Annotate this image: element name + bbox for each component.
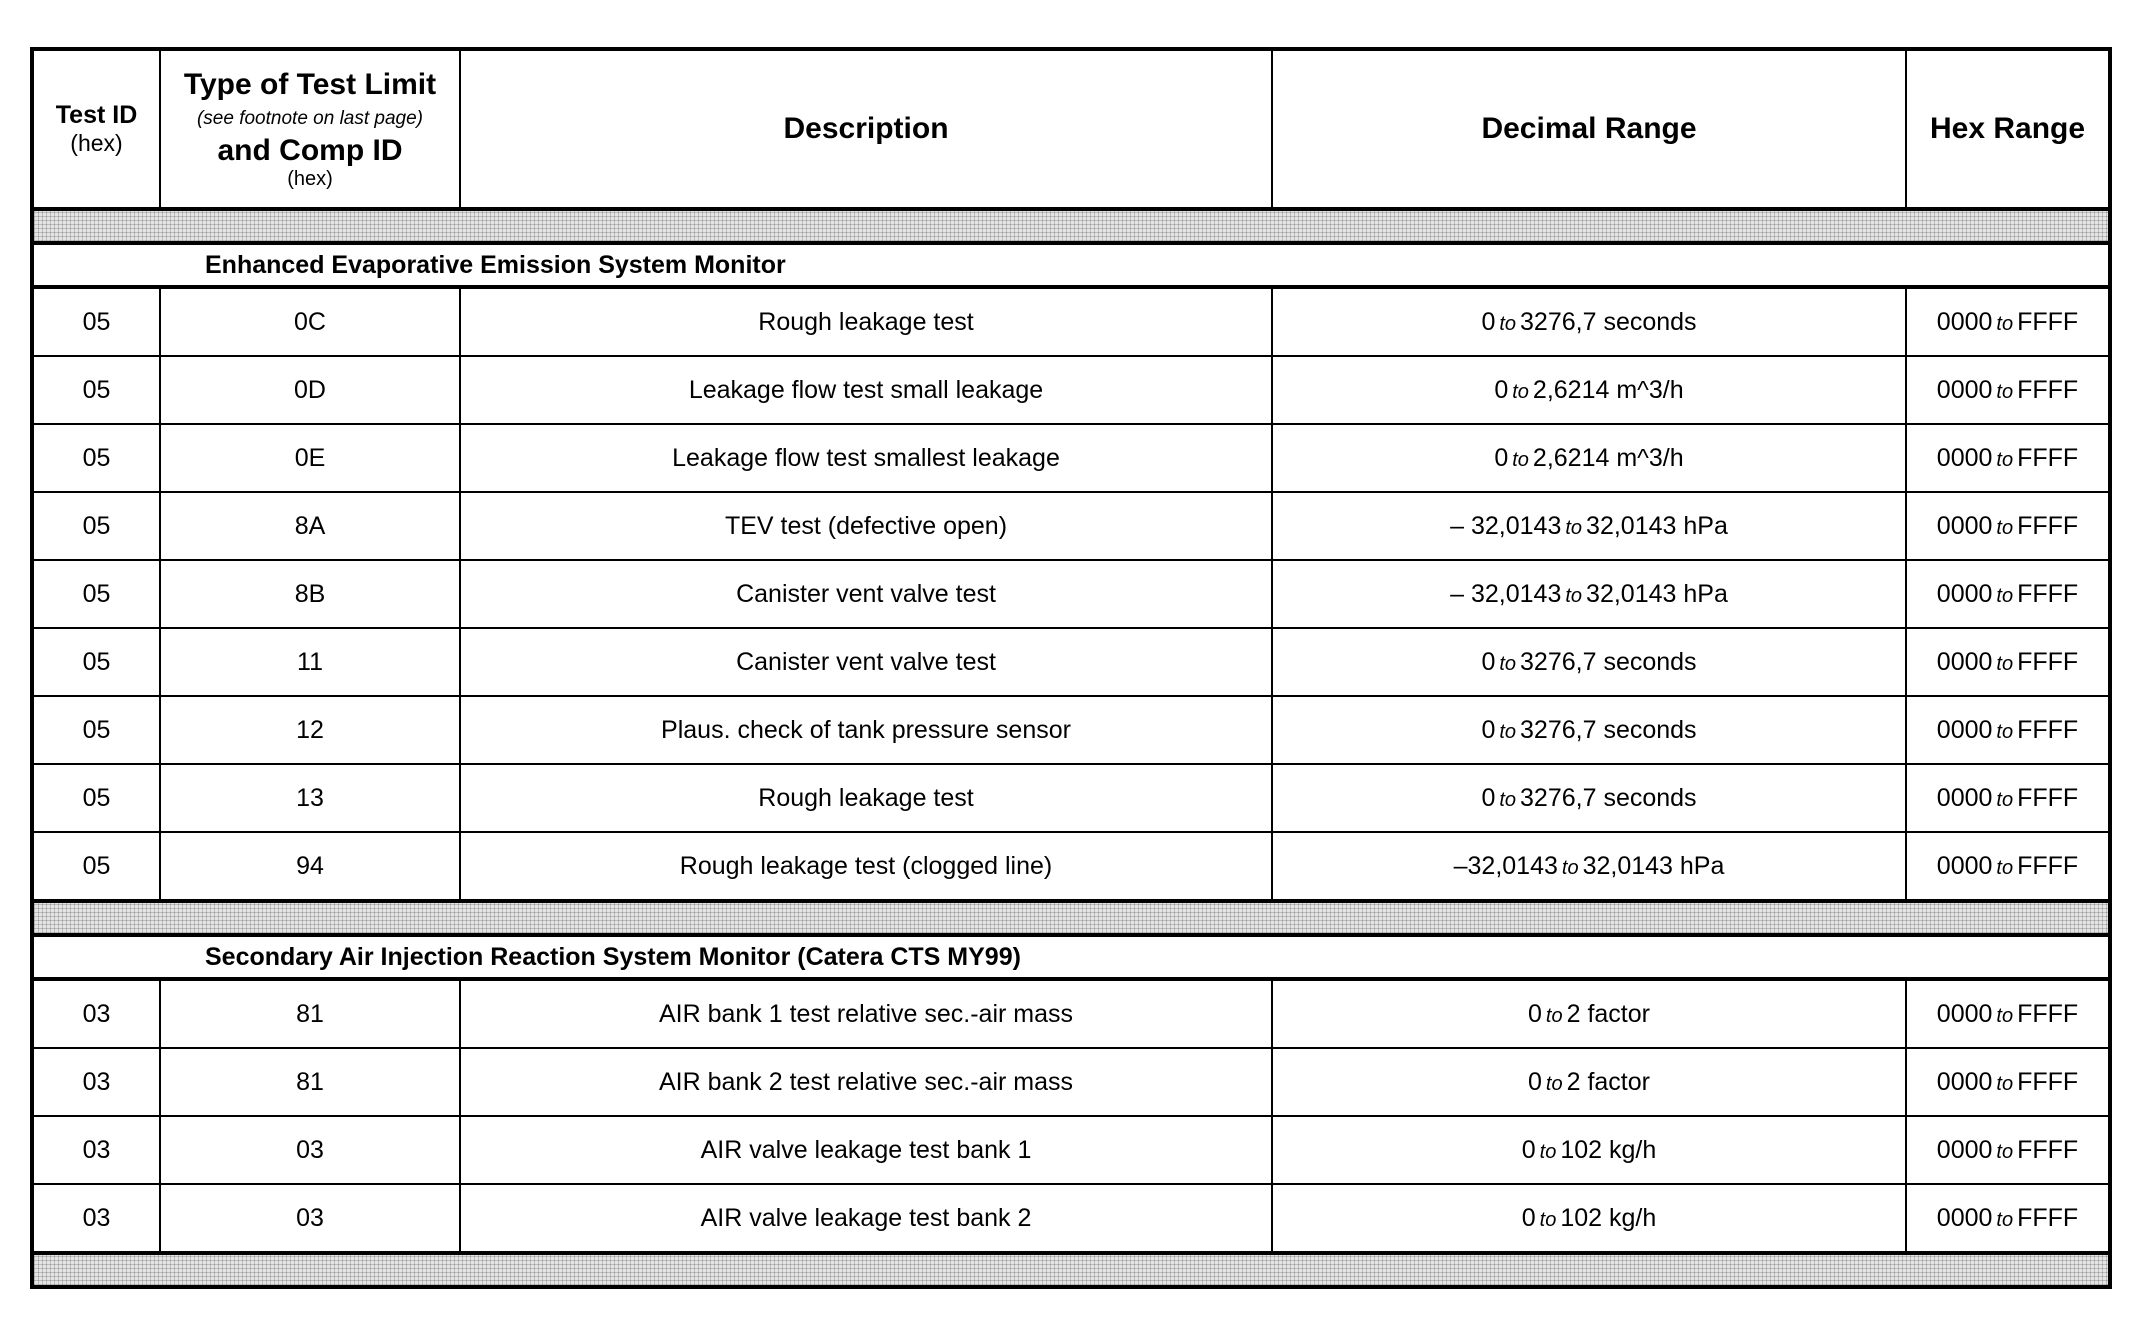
cell-hex-range-min: 0000 [1936, 1135, 1993, 1164]
cell-description: Rough leakage test [460, 764, 1272, 832]
cell-hex-range [1906, 1048, 2110, 1116]
cell-hex-range [1906, 287, 2110, 356]
cell-decimal-range [1272, 1184, 1906, 1253]
range-separator: to [1996, 380, 2014, 403]
cell-description: Leakage flow test smallest leakage [460, 424, 1272, 492]
cell-decimal-range-max: 3276,7 seconds [1520, 715, 1697, 744]
range-separator: to [1996, 720, 2014, 743]
section-title: Enhanced Evaporative Emission System Monitor [32, 243, 2110, 287]
cell-decimal-range-min: 0 [1481, 647, 1496, 676]
test-limits-table [30, 47, 2112, 1289]
cell-hex-range-min: 0000 [1936, 1067, 1993, 1096]
cell-decimal-range-min: 0 [1521, 1135, 1536, 1164]
cell-decimal-range-max: 2,6214 m^3/h [1532, 375, 1684, 404]
header-decimal-range: Decimal Range [1272, 49, 1906, 209]
cell-decimal-range-min: 0 [1528, 999, 1542, 1028]
cell-hex-range-max: FFFF [2017, 1203, 2079, 1232]
test-limits-table-container [30, 47, 2108, 1289]
cell-hex-range-max: FFFF [2017, 851, 2079, 880]
cell-hex-range [1906, 696, 2110, 764]
header-description: Description [460, 49, 1272, 209]
range-separator: to [1512, 448, 1529, 471]
range-separator: to [1499, 312, 1517, 335]
cell-comp-id: 11 [160, 628, 460, 696]
range-separator: to [1512, 380, 1529, 403]
cell-decimal-range [1272, 696, 1906, 764]
cell-test-id: 05 [32, 628, 160, 696]
cell-decimal-range-min: 0 [1481, 783, 1496, 812]
range-separator: to [1996, 1004, 2014, 1027]
cell-hex-range [1906, 424, 2110, 492]
cell-decimal-range-min: 0 [1481, 307, 1496, 336]
table-row [32, 628, 2110, 696]
table-row [32, 424, 2110, 492]
header-type-comp-id [160, 49, 460, 209]
cell-decimal-range [1272, 1116, 1906, 1184]
cell-decimal-range [1272, 628, 1906, 696]
cell-hex-range [1906, 356, 2110, 424]
cell-hex-range-max: FFFF [2017, 443, 2079, 472]
cell-hex-range-min: 0000 [1936, 999, 1993, 1028]
range-separator: to [1996, 856, 2014, 879]
cell-decimal-range [1272, 764, 1906, 832]
cell-test-id: 03 [32, 1184, 160, 1253]
cell-decimal-range-min: –32,0143 [1453, 851, 1558, 880]
cell-decimal-range [1272, 560, 1906, 628]
cell-decimal-range-min: 0 [1494, 443, 1509, 472]
cell-decimal-range-max: 2 factor [1566, 1067, 1650, 1096]
section-header-row [32, 935, 2110, 979]
cell-hex-range-max: FFFF [2017, 715, 2079, 744]
cell-decimal-range-max: 3276,7 seconds [1520, 647, 1697, 676]
cell-hex-range-max: FFFF [2017, 1135, 2079, 1164]
cell-test-id: 03 [32, 1116, 160, 1184]
cell-description: AIR bank 2 test relative sec.-air mass [460, 1048, 1272, 1116]
table-row [32, 356, 2110, 424]
table-row [32, 696, 2110, 764]
cell-comp-id: 0E [160, 424, 460, 492]
cell-comp-id: 12 [160, 696, 460, 764]
cell-comp-id: 0C [160, 287, 460, 356]
range-separator: to [1499, 652, 1517, 675]
cell-decimal-range [1272, 287, 1906, 356]
range-separator: to [1539, 1140, 1557, 1163]
cell-hex-range-max: FFFF [2017, 999, 2079, 1028]
cell-decimal-range [1272, 356, 1906, 424]
header-test-id-label: Test ID [55, 101, 138, 129]
range-separator: to [1561, 856, 1579, 879]
range-separator: to [1996, 584, 2014, 607]
table-row [32, 560, 2110, 628]
cell-decimal-range-max: 2 factor [1566, 999, 1650, 1028]
cell-description: Rough leakage test (clogged line) [460, 832, 1272, 901]
cell-hex-range [1906, 628, 2110, 696]
header-comp-id-unit: (hex) [287, 167, 333, 190]
cell-decimal-range [1272, 979, 1906, 1048]
cell-decimal-range-max: 32,0143 hPa [1586, 579, 1728, 608]
separator-band [32, 209, 2110, 243]
cell-comp-id: 8A [160, 492, 460, 560]
cell-comp-id: 03 [160, 1116, 460, 1184]
cell-decimal-range-max: 3276,7 seconds [1520, 307, 1697, 336]
cell-test-id: 05 [32, 492, 160, 560]
cell-test-id: 05 [32, 764, 160, 832]
cell-comp-id: 13 [160, 764, 460, 832]
cell-test-id: 05 [32, 287, 160, 356]
separator-band-cell [32, 209, 2110, 243]
cell-hex-range-min: 0000 [1936, 375, 1993, 404]
table-body [32, 209, 2110, 1287]
cell-comp-id: 03 [160, 1184, 460, 1253]
range-separator: to [1996, 652, 2014, 675]
cell-decimal-range-min: 0 [1528, 1067, 1542, 1096]
cell-hex-range [1906, 1184, 2110, 1253]
header-row [32, 49, 2110, 209]
cell-decimal-range-max: 2,6214 m^3/h [1532, 443, 1684, 472]
cell-decimal-range-min: 0 [1521, 1203, 1536, 1232]
table-row [32, 492, 2110, 560]
cell-description: AIR valve leakage test bank 1 [460, 1116, 1272, 1184]
range-separator: to [1996, 448, 2014, 471]
cell-description: Rough leakage test [460, 287, 1272, 356]
range-separator: to [1996, 1140, 2014, 1163]
range-separator: to [1499, 788, 1517, 811]
range-separator: to [1996, 1208, 2014, 1231]
section-title: Secondary Air Injection Reaction System Monitor (Catera CTS MY99) [32, 935, 2110, 979]
cell-description: Leakage flow test small leakage [460, 356, 1272, 424]
cell-hex-range-max: FFFF [2017, 579, 2079, 608]
cell-hex-range-min: 0000 [1936, 647, 1993, 676]
cell-comp-id: 81 [160, 1048, 460, 1116]
range-separator: to [1996, 516, 2014, 539]
cell-decimal-range [1272, 1048, 1906, 1116]
cell-comp-id: 8B [160, 560, 460, 628]
cell-hex-range-max: FFFF [2017, 307, 2079, 336]
cell-hex-range-min: 0000 [1936, 511, 1993, 540]
cell-description: AIR bank 1 test relative sec.-air mass [460, 979, 1272, 1048]
header-type-footnote: (see footnote on last page) [196, 107, 424, 129]
section-header-row [32, 243, 2110, 287]
cell-decimal-range-max: 102 kg/h [1560, 1135, 1657, 1164]
cell-decimal-range-min: – 32,0143 [1450, 511, 1562, 540]
cell-hex-range-max: FFFF [2017, 647, 2079, 676]
table-row [32, 1116, 2110, 1184]
cell-comp-id: 94 [160, 832, 460, 901]
cell-decimal-range-max: 32,0143 hPa [1582, 851, 1725, 880]
cell-decimal-range-min: – 32,0143 [1450, 579, 1562, 608]
range-separator: to [1545, 1072, 1563, 1095]
separator-band [32, 901, 2110, 935]
range-separator: to [1499, 720, 1517, 743]
separator-band-cell [32, 1253, 2110, 1287]
cell-test-id: 05 [32, 696, 160, 764]
cell-description: Plaus. check of tank pressure sensor [460, 696, 1272, 764]
cell-hex-range-min: 0000 [1936, 307, 1993, 336]
range-separator: to [1539, 1208, 1557, 1231]
header-comp-id-label: and Comp ID [217, 133, 403, 167]
table-row [32, 1048, 2110, 1116]
cell-hex-range-max: FFFF [2017, 375, 2079, 404]
cell-decimal-range-min: 0 [1494, 375, 1509, 404]
cell-hex-range-max: FFFF [2017, 511, 2079, 540]
header-type-label: Type of Test Limit [183, 67, 437, 101]
cell-hex-range-min: 0000 [1936, 783, 1993, 812]
cell-hex-range [1906, 560, 2110, 628]
range-separator: to [1545, 1004, 1563, 1027]
cell-hex-range [1906, 492, 2110, 560]
separator-band [32, 1253, 2110, 1287]
cell-decimal-range-max: 102 kg/h [1560, 1203, 1657, 1232]
header-test-id-unit: (hex) [70, 130, 123, 156]
cell-hex-range-max: FFFF [2017, 1067, 2079, 1096]
cell-test-id: 03 [32, 979, 160, 1048]
cell-description: Canister vent valve test [460, 560, 1272, 628]
cell-comp-id: 81 [160, 979, 460, 1048]
cell-hex-range [1906, 979, 2110, 1048]
cell-hex-range [1906, 1116, 2110, 1184]
cell-hex-range-min: 0000 [1936, 715, 1993, 744]
range-separator: to [1996, 788, 2014, 811]
cell-test-id: 05 [32, 424, 160, 492]
cell-hex-range-max: FFFF [2017, 783, 2079, 812]
cell-decimal-range-min: 0 [1481, 715, 1496, 744]
cell-description: TEV test (defective open) [460, 492, 1272, 560]
cell-decimal-range [1272, 424, 1906, 492]
table-row [32, 979, 2110, 1048]
cell-description: AIR valve leakage test bank 2 [460, 1184, 1272, 1253]
header-hex-range: Hex Range [1906, 49, 2110, 209]
cell-decimal-range [1272, 832, 1906, 901]
cell-description: Canister vent valve test [460, 628, 1272, 696]
table-row [32, 764, 2110, 832]
table-row [32, 832, 2110, 901]
cell-hex-range-min: 0000 [1936, 579, 1993, 608]
table-row [32, 1184, 2110, 1253]
cell-test-id: 05 [32, 560, 160, 628]
cell-hex-range [1906, 764, 2110, 832]
range-separator: to [1565, 516, 1583, 539]
separator-band-cell [32, 901, 2110, 935]
cell-test-id: 03 [32, 1048, 160, 1116]
cell-hex-range-min: 0000 [1936, 1203, 1993, 1232]
cell-decimal-range-max: 32,0143 hPa [1586, 511, 1728, 540]
cell-decimal-range-max: 3276,7 seconds [1520, 783, 1697, 812]
cell-hex-range-min: 0000 [1936, 851, 1993, 880]
cell-hex-range-min: 0000 [1936, 443, 1993, 472]
range-separator: to [1996, 312, 2014, 335]
cell-test-id: 05 [32, 832, 160, 901]
range-separator: to [1996, 1072, 2014, 1095]
cell-test-id: 05 [32, 356, 160, 424]
range-separator: to [1565, 584, 1583, 607]
cell-hex-range [1906, 832, 2110, 901]
header-test-id [32, 49, 160, 209]
table-row [32, 287, 2110, 356]
cell-comp-id: 0D [160, 356, 460, 424]
cell-decimal-range [1272, 492, 1906, 560]
